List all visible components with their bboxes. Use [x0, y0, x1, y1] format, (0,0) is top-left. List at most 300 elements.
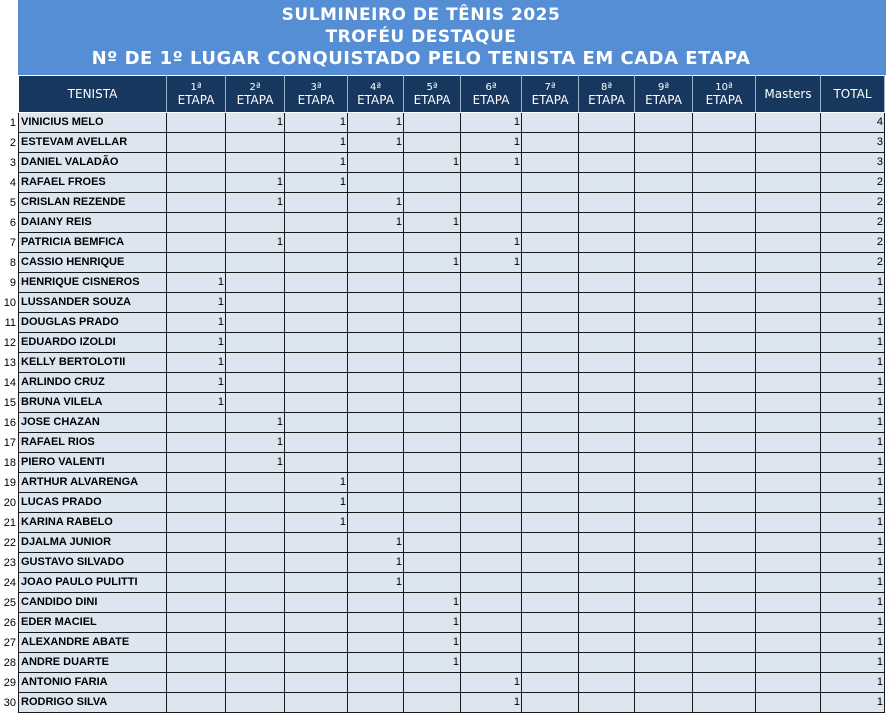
- player-name-cell[interactable]: DANIEL VALADÃO: [19, 153, 167, 173]
- stage-10-cell[interactable]: [693, 653, 756, 673]
- stage-10-cell[interactable]: [693, 113, 756, 133]
- stage-4-cell[interactable]: 1: [348, 193, 404, 213]
- total-cell[interactable]: 1: [821, 633, 885, 653]
- stage-2-cell[interactable]: [226, 653, 285, 673]
- total-cell[interactable]: 2: [821, 233, 885, 253]
- stage-3-cell[interactable]: 1: [285, 153, 348, 173]
- stage-5-cell[interactable]: [404, 573, 461, 593]
- stage-9-cell[interactable]: [635, 593, 693, 613]
- stage-8-cell[interactable]: [579, 653, 635, 673]
- stage-1-cell[interactable]: 1: [167, 293, 226, 313]
- masters-cell[interactable]: [756, 193, 821, 213]
- stage-10-cell[interactable]: [693, 613, 756, 633]
- stage-1-cell[interactable]: [167, 433, 226, 453]
- row-number[interactable]: 10: [3, 296, 16, 309]
- stage-6-cell[interactable]: [461, 353, 522, 373]
- stage-5-cell[interactable]: [404, 673, 461, 693]
- stage-4-cell[interactable]: [348, 593, 404, 613]
- stage-3-cell[interactable]: [285, 553, 348, 573]
- row-number[interactable]: 23: [3, 556, 16, 569]
- stage-4-cell[interactable]: [348, 253, 404, 273]
- player-name-cell[interactable]: CRISLAN REZENDE: [19, 193, 167, 213]
- masters-cell[interactable]: [756, 593, 821, 613]
- stage-9-cell[interactable]: [635, 213, 693, 233]
- stage-3-cell[interactable]: [285, 213, 348, 233]
- stage-8-cell[interactable]: [579, 673, 635, 693]
- stage-7-cell[interactable]: [522, 293, 579, 313]
- header-stage-8[interactable]: [579, 76, 635, 113]
- stage-5-cell[interactable]: [404, 693, 461, 713]
- row-number[interactable]: 21: [3, 516, 16, 529]
- row-number[interactable]: 29: [3, 676, 16, 689]
- total-cell[interactable]: 1: [821, 373, 885, 393]
- stage-4-cell[interactable]: [348, 653, 404, 673]
- stage-10-cell[interactable]: [693, 633, 756, 653]
- stage-3-cell[interactable]: [285, 393, 348, 413]
- stage-2-cell[interactable]: 1: [226, 173, 285, 193]
- total-cell[interactable]: 1: [821, 413, 885, 433]
- stage-2-cell[interactable]: 1: [226, 433, 285, 453]
- stage-6-cell[interactable]: 1: [461, 153, 522, 173]
- stage-10-cell[interactable]: [693, 153, 756, 173]
- stage-8-cell[interactable]: [579, 493, 635, 513]
- stage-3-cell[interactable]: [285, 613, 348, 633]
- row-number[interactable]: 17: [3, 436, 16, 449]
- stage-6-cell[interactable]: [461, 493, 522, 513]
- stage-3-cell[interactable]: 1: [285, 513, 348, 533]
- stage-3-cell[interactable]: [285, 193, 348, 213]
- stage-9-cell[interactable]: [635, 293, 693, 313]
- masters-cell[interactable]: [756, 613, 821, 633]
- stage-6-cell[interactable]: [461, 473, 522, 493]
- stage-3-cell[interactable]: [285, 233, 348, 253]
- total-cell[interactable]: 1: [821, 273, 885, 293]
- stage-5-cell[interactable]: [404, 173, 461, 193]
- row-number[interactable]: 15: [3, 396, 16, 409]
- stage-2-cell[interactable]: [226, 693, 285, 713]
- stage-8-cell[interactable]: [579, 153, 635, 173]
- total-cell[interactable]: 3: [821, 133, 885, 153]
- stage-9-cell[interactable]: [635, 673, 693, 693]
- total-cell[interactable]: 4: [821, 113, 885, 133]
- stage-4-cell[interactable]: [348, 453, 404, 473]
- player-name-cell[interactable]: RODRIGO SILVA: [19, 693, 167, 713]
- stage-9-cell[interactable]: [635, 173, 693, 193]
- stage-9-cell[interactable]: [635, 693, 693, 713]
- stage-4-cell[interactable]: [348, 293, 404, 313]
- stage-5-cell[interactable]: [404, 133, 461, 153]
- header-stage-7[interactable]: [522, 76, 579, 113]
- masters-cell[interactable]: [756, 373, 821, 393]
- stage-1-cell[interactable]: [167, 193, 226, 213]
- stage-2-cell[interactable]: [226, 513, 285, 533]
- stage-8-cell[interactable]: [579, 513, 635, 533]
- stage-7-cell[interactable]: [522, 413, 579, 433]
- stage-10-cell[interactable]: [693, 673, 756, 693]
- stage-7-cell[interactable]: [522, 333, 579, 353]
- player-name-cell[interactable]: EDER MACIEL: [19, 613, 167, 633]
- stage-6-cell[interactable]: [461, 293, 522, 313]
- stage-10-cell[interactable]: [693, 273, 756, 293]
- stage-6-cell[interactable]: [461, 513, 522, 533]
- stage-10-cell[interactable]: [693, 313, 756, 333]
- row-number[interactable]: 20: [3, 496, 16, 509]
- stage-1-cell[interactable]: [167, 553, 226, 573]
- total-cell[interactable]: 1: [821, 673, 885, 693]
- stage-7-cell[interactable]: [522, 513, 579, 533]
- stage-9-cell[interactable]: [635, 513, 693, 533]
- masters-cell[interactable]: [756, 113, 821, 133]
- masters-cell[interactable]: [756, 153, 821, 173]
- stage-10-cell[interactable]: [693, 193, 756, 213]
- stage-1-cell[interactable]: [167, 693, 226, 713]
- stage-1-cell[interactable]: [167, 653, 226, 673]
- stage-9-cell[interactable]: [635, 453, 693, 473]
- stage-8-cell[interactable]: [579, 433, 635, 453]
- stage-3-cell[interactable]: 1: [285, 473, 348, 493]
- row-number[interactable]: 14: [3, 376, 16, 389]
- stage-9-cell[interactable]: [635, 133, 693, 153]
- masters-cell[interactable]: [756, 633, 821, 653]
- stage-9-cell[interactable]: [635, 193, 693, 213]
- stage-1-cell[interactable]: [167, 613, 226, 633]
- header-masters[interactable]: Masters: [756, 76, 821, 113]
- stage-5-cell[interactable]: [404, 293, 461, 313]
- row-number[interactable]: 22: [3, 536, 16, 549]
- stage-3-cell[interactable]: [285, 593, 348, 613]
- stage-7-cell[interactable]: [522, 133, 579, 153]
- player-name-cell[interactable]: LUSSANDER SOUZA: [19, 293, 167, 313]
- masters-cell[interactable]: [756, 333, 821, 353]
- stage-7-cell[interactable]: [522, 313, 579, 333]
- stage-2-cell[interactable]: [226, 253, 285, 273]
- stage-9-cell[interactable]: [635, 493, 693, 513]
- stage-1-cell[interactable]: [167, 133, 226, 153]
- stage-7-cell[interactable]: [522, 273, 579, 293]
- masters-cell[interactable]: [756, 553, 821, 573]
- stage-2-cell[interactable]: [226, 293, 285, 313]
- stage-7-cell[interactable]: [522, 633, 579, 653]
- stage-8-cell[interactable]: [579, 553, 635, 573]
- stage-1-cell[interactable]: 1: [167, 373, 226, 393]
- player-name-cell[interactable]: KELLY BERTOLOTII: [19, 353, 167, 373]
- total-cell[interactable]: 1: [821, 473, 885, 493]
- stage-1-cell[interactable]: [167, 113, 226, 133]
- stage-10-cell[interactable]: [693, 233, 756, 253]
- player-name-cell[interactable]: EDUARDO IZOLDI: [19, 333, 167, 353]
- row-number[interactable]: 4: [9, 176, 16, 189]
- stage-8-cell[interactable]: [579, 393, 635, 413]
- stage-5-cell[interactable]: [404, 433, 461, 453]
- stage-2-cell[interactable]: [226, 133, 285, 153]
- total-cell[interactable]: 1: [821, 553, 885, 573]
- stage-10-cell[interactable]: [693, 573, 756, 593]
- stage-8-cell[interactable]: [579, 353, 635, 373]
- stage-10-cell[interactable]: [693, 493, 756, 513]
- stage-4-cell[interactable]: 1: [348, 553, 404, 573]
- stage-6-cell[interactable]: [461, 213, 522, 233]
- stage-8-cell[interactable]: [579, 273, 635, 293]
- stage-5-cell[interactable]: 1: [404, 253, 461, 273]
- player-name-cell[interactable]: PIERO VALENTI: [19, 453, 167, 473]
- masters-cell[interactable]: [756, 393, 821, 413]
- stage-1-cell[interactable]: 1: [167, 393, 226, 413]
- stage-3-cell[interactable]: [285, 453, 348, 473]
- stage-3-cell[interactable]: 1: [285, 173, 348, 193]
- stage-4-cell[interactable]: [348, 353, 404, 373]
- stage-6-cell[interactable]: [461, 393, 522, 413]
- stage-1-cell[interactable]: [167, 493, 226, 513]
- total-cell[interactable]: 1: [821, 293, 885, 313]
- stage-2-cell[interactable]: [226, 273, 285, 293]
- stage-10-cell[interactable]: [693, 213, 756, 233]
- stage-4-cell[interactable]: [348, 493, 404, 513]
- masters-cell[interactable]: [756, 573, 821, 593]
- stage-3-cell[interactable]: [285, 373, 348, 393]
- row-number[interactable]: 2: [9, 136, 16, 149]
- stage-7-cell[interactable]: [522, 493, 579, 513]
- stage-9-cell[interactable]: [635, 533, 693, 553]
- row-number[interactable]: 26: [3, 616, 16, 629]
- stage-5-cell[interactable]: 1: [404, 213, 461, 233]
- stage-9-cell[interactable]: [635, 613, 693, 633]
- stage-2-cell[interactable]: 1: [226, 193, 285, 213]
- stage-4-cell[interactable]: [348, 393, 404, 413]
- stage-10-cell[interactable]: [693, 533, 756, 553]
- total-cell[interactable]: 1: [821, 573, 885, 593]
- stage-2-cell[interactable]: [226, 373, 285, 393]
- row-number[interactable]: 11: [4, 316, 16, 329]
- stage-5-cell[interactable]: [404, 453, 461, 473]
- stage-4-cell[interactable]: [348, 433, 404, 453]
- stage-9-cell[interactable]: [635, 633, 693, 653]
- player-name-cell[interactable]: JOAO PAULO PULITTI: [19, 573, 167, 593]
- stage-5-cell[interactable]: [404, 193, 461, 213]
- stage-8-cell[interactable]: [579, 193, 635, 213]
- stage-2-cell[interactable]: [226, 493, 285, 513]
- stage-8-cell[interactable]: [579, 173, 635, 193]
- stage-1-cell[interactable]: [167, 573, 226, 593]
- stage-8-cell[interactable]: [579, 293, 635, 313]
- total-cell[interactable]: 1: [821, 613, 885, 633]
- stage-1-cell[interactable]: [167, 413, 226, 433]
- masters-cell[interactable]: [756, 213, 821, 233]
- stage-4-cell[interactable]: [348, 273, 404, 293]
- stage-2-cell[interactable]: 1: [226, 453, 285, 473]
- stage-5-cell[interactable]: [404, 413, 461, 433]
- header-stage-10[interactable]: [693, 76, 756, 113]
- stage-9-cell[interactable]: [635, 473, 693, 493]
- stage-8-cell[interactable]: [579, 413, 635, 433]
- stage-7-cell[interactable]: [522, 613, 579, 633]
- total-cell[interactable]: 1: [821, 333, 885, 353]
- stage-1-cell[interactable]: 1: [167, 273, 226, 293]
- stage-6-cell[interactable]: [461, 533, 522, 553]
- stage-7-cell[interactable]: [522, 453, 579, 473]
- stage-2-cell[interactable]: [226, 673, 285, 693]
- masters-cell[interactable]: [756, 433, 821, 453]
- header-tenista[interactable]: TENISTA: [19, 76, 167, 113]
- stage-8-cell[interactable]: [579, 333, 635, 353]
- masters-cell[interactable]: [756, 253, 821, 273]
- stage-9-cell[interactable]: [635, 273, 693, 293]
- player-name-cell[interactable]: LUCAS PRADO: [19, 493, 167, 513]
- player-name-cell[interactable]: RAFAEL RIOS: [19, 433, 167, 453]
- player-name-cell[interactable]: ALEXANDRE ABATE: [19, 633, 167, 653]
- stage-2-cell[interactable]: [226, 153, 285, 173]
- stage-7-cell[interactable]: [522, 593, 579, 613]
- stage-1-cell[interactable]: [167, 233, 226, 253]
- stage-1-cell[interactable]: [167, 593, 226, 613]
- header-stage-3[interactable]: [285, 76, 348, 113]
- stage-10-cell[interactable]: [693, 373, 756, 393]
- stage-7-cell[interactable]: [522, 353, 579, 373]
- stage-4-cell[interactable]: [348, 233, 404, 253]
- stage-6-cell[interactable]: [461, 193, 522, 213]
- stage-4-cell[interactable]: 1: [348, 213, 404, 233]
- stage-7-cell[interactable]: [522, 473, 579, 493]
- masters-cell[interactable]: [756, 233, 821, 253]
- stage-2-cell[interactable]: [226, 573, 285, 593]
- stage-9-cell[interactable]: [635, 433, 693, 453]
- player-name-cell[interactable]: KARINA RABELO: [19, 513, 167, 533]
- stage-3-cell[interactable]: [285, 313, 348, 333]
- stage-10-cell[interactable]: [693, 293, 756, 313]
- masters-cell[interactable]: [756, 513, 821, 533]
- player-name-cell[interactable]: BRUNA VILELA: [19, 393, 167, 413]
- stage-4-cell[interactable]: [348, 313, 404, 333]
- stage-7-cell[interactable]: [522, 393, 579, 413]
- row-number[interactable]: 9: [9, 276, 16, 289]
- player-name-cell[interactable]: VINICIUS MELO: [19, 113, 167, 133]
- stage-3-cell[interactable]: [285, 273, 348, 293]
- stage-4-cell[interactable]: [348, 473, 404, 493]
- stage-7-cell[interactable]: [522, 653, 579, 673]
- stage-9-cell[interactable]: [635, 313, 693, 333]
- stage-10-cell[interactable]: [693, 133, 756, 153]
- stage-6-cell[interactable]: 1: [461, 693, 522, 713]
- total-cell[interactable]: 2: [821, 213, 885, 233]
- row-number[interactable]: 24: [3, 576, 16, 589]
- stage-5-cell[interactable]: [404, 313, 461, 333]
- stage-8-cell[interactable]: [579, 473, 635, 493]
- stage-5-cell[interactable]: [404, 493, 461, 513]
- stage-7-cell[interactable]: [522, 573, 579, 593]
- stage-10-cell[interactable]: [693, 513, 756, 533]
- stage-1-cell[interactable]: [167, 633, 226, 653]
- row-number[interactable]: 27: [3, 636, 16, 649]
- stage-4-cell[interactable]: [348, 673, 404, 693]
- stage-4-cell[interactable]: [348, 373, 404, 393]
- stage-5-cell[interactable]: [404, 473, 461, 493]
- player-name-cell[interactable]: HENRIQUE CISNEROS: [19, 273, 167, 293]
- total-cell[interactable]: 2: [821, 193, 885, 213]
- player-name-cell[interactable]: RAFAEL FROES: [19, 173, 167, 193]
- row-number[interactable]: 28: [3, 656, 16, 669]
- stage-2-cell[interactable]: 1: [226, 233, 285, 253]
- masters-cell[interactable]: [756, 293, 821, 313]
- stage-9-cell[interactable]: [635, 353, 693, 373]
- stage-7-cell[interactable]: [522, 213, 579, 233]
- masters-cell[interactable]: [756, 493, 821, 513]
- stage-4-cell[interactable]: [348, 513, 404, 533]
- row-number[interactable]: 18: [3, 456, 16, 469]
- stage-3-cell[interactable]: [285, 413, 348, 433]
- player-name-cell[interactable]: GUSTAVO SILVADO: [19, 553, 167, 573]
- masters-cell[interactable]: [756, 313, 821, 333]
- stage-6-cell[interactable]: 1: [461, 253, 522, 273]
- total-cell[interactable]: 1: [821, 593, 885, 613]
- total-cell[interactable]: 1: [821, 433, 885, 453]
- stage-4-cell[interactable]: 1: [348, 133, 404, 153]
- stage-1-cell[interactable]: [167, 153, 226, 173]
- stage-2-cell[interactable]: [226, 553, 285, 573]
- row-number[interactable]: 7: [9, 236, 16, 249]
- stage-8-cell[interactable]: [579, 573, 635, 593]
- stage-8-cell[interactable]: [579, 593, 635, 613]
- player-name-cell[interactable]: ARTHUR ALVARENGA: [19, 473, 167, 493]
- stage-10-cell[interactable]: [693, 693, 756, 713]
- stage-8-cell[interactable]: [579, 453, 635, 473]
- masters-cell[interactable]: [756, 453, 821, 473]
- row-number[interactable]: 30: [3, 696, 16, 709]
- stage-4-cell[interactable]: [348, 613, 404, 633]
- header-total[interactable]: TOTAL: [821, 76, 885, 113]
- stage-6-cell[interactable]: [461, 313, 522, 333]
- stage-6-cell[interactable]: [461, 413, 522, 433]
- header-stage-1[interactable]: [167, 76, 226, 113]
- masters-cell[interactable]: [756, 133, 821, 153]
- stage-9-cell[interactable]: [635, 653, 693, 673]
- player-name-cell[interactable]: DJALMA JUNIOR: [19, 533, 167, 553]
- stage-7-cell[interactable]: [522, 113, 579, 133]
- row-number[interactable]: 5: [9, 196, 16, 209]
- player-name-cell[interactable]: ESTEVAM AVELLAR: [19, 133, 167, 153]
- stage-1-cell[interactable]: [167, 213, 226, 233]
- row-number[interactable]: 6: [9, 216, 16, 229]
- masters-cell[interactable]: [756, 353, 821, 373]
- masters-cell[interactable]: [756, 173, 821, 193]
- stage-5-cell[interactable]: [404, 373, 461, 393]
- stage-8-cell[interactable]: [579, 313, 635, 333]
- stage-8-cell[interactable]: [579, 253, 635, 273]
- stage-3-cell[interactable]: [285, 533, 348, 553]
- stage-2-cell[interactable]: [226, 353, 285, 373]
- stage-3-cell[interactable]: [285, 253, 348, 273]
- stage-5-cell[interactable]: [404, 113, 461, 133]
- row-number[interactable]: 1: [9, 116, 16, 129]
- header-stage-9[interactable]: [635, 76, 693, 113]
- row-number[interactable]: 3: [9, 156, 16, 169]
- stage-9-cell[interactable]: [635, 113, 693, 133]
- stage-10-cell[interactable]: [693, 473, 756, 493]
- stage-8-cell[interactable]: [579, 373, 635, 393]
- stage-6-cell[interactable]: [461, 593, 522, 613]
- stage-10-cell[interactable]: [693, 173, 756, 193]
- stage-1-cell[interactable]: [167, 473, 226, 493]
- masters-cell[interactable]: [756, 413, 821, 433]
- stage-5-cell[interactable]: [404, 333, 461, 353]
- stage-3-cell[interactable]: [285, 653, 348, 673]
- row-number[interactable]: 19: [3, 476, 16, 489]
- total-cell[interactable]: 1: [821, 653, 885, 673]
- stage-3-cell[interactable]: [285, 433, 348, 453]
- total-cell[interactable]: 2: [821, 173, 885, 193]
- stage-1-cell[interactable]: [167, 673, 226, 693]
- stage-7-cell[interactable]: [522, 433, 579, 453]
- stage-10-cell[interactable]: [693, 333, 756, 353]
- total-cell[interactable]: 1: [821, 353, 885, 373]
